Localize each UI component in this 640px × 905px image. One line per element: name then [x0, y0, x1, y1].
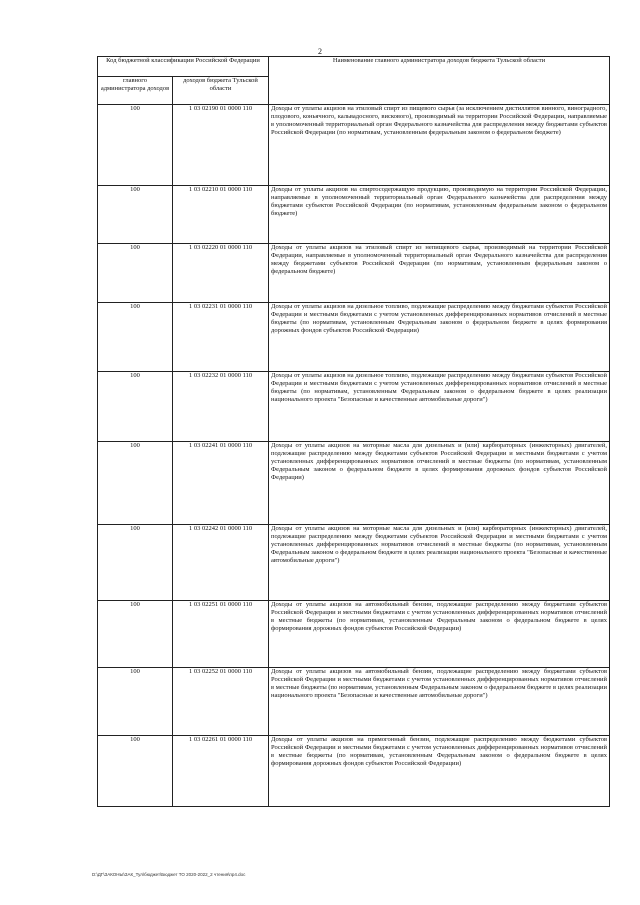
table-row: [98, 442, 610, 525]
table-row: [98, 186, 610, 244]
budget-classification-table: [97, 56, 610, 807]
income-description-cell: Доходы от уплаты акцизов на автомобильный бензин, подлежащие распределению между бюджетами субъектов Российской Федерации и местными бюджетами с учетом установленных дифференцированных нормативов отчислений в местные бюджеты (по нормативам, установленным Федеральным законом о федеральном бюджете в целях реализации национального проекта "Безопасные и качественные автомобильные дороги"): [269, 668, 610, 736]
table-row: [98, 303, 610, 372]
income-description-cell: Доходы от уплаты акцизов на моторные масла для дизельных и (или) карбюраторных (инжекторных) двигателей, подлежащие распределению между бюджетами субъектов Российской Федерации и местными бюджетами с учетом установленных дифференцированных нормативов отчислений в местные бюджеты (по нормативам, установленным Федеральным законом о федеральном бюджете в целях реализации национального проекта "Безопасные и качественные автомобильные дороги"): [269, 525, 610, 601]
income-description-cell: Доходы от уплаты акцизов на дизельное топливо, подлежащие распределению между бюджетами субъектов Российской Федерации и местными бюджетами с учетом установленных дифференцированных нормативов отчислений в местные бюджеты (по нормативам, установленным Федеральным законом о федеральном бюджете в целях формирования дорожных фондов субъектов Российской Федерации): [269, 303, 610, 372]
income-code-cell: 1 03 02252 01 0000 110: [173, 668, 269, 736]
admin-code-cell: 100: [98, 186, 173, 244]
header-administrator-name: Наименование главного администратора доходов бюджета Тульской области: [269, 57, 610, 105]
header-classification-code: Код бюджетной классификации Российской Федерации: [98, 57, 269, 77]
admin-code-cell: 100: [98, 736, 173, 807]
table-row: [98, 244, 610, 303]
income-code-cell: 1 03 02242 01 0000 110: [173, 525, 269, 601]
admin-code-cell: 100: [98, 244, 173, 303]
income-code-cell: 1 03 02190 01 0000 110: [173, 105, 269, 186]
admin-code-cell: 100: [98, 372, 173, 442]
income-description-cell: Доходы от уплаты акцизов на моторные масла для дизельных и (или) карбюраторных (инжекторных) двигателей, подлежащие распределению между бюджетами субъектов Российской Федерации и местными бюджетами с учетом установленных дифференцированных нормативов отчислений в местные бюджеты (по нормативам, установленным Федеральным законом о федеральном бюджете в целях формирования дорожных фондов субъектов Российской Федерации): [269, 442, 610, 525]
table-row: [98, 668, 610, 736]
page-number: 2: [318, 47, 322, 56]
income-code-cell: 1 03 02241 01 0000 110: [173, 442, 269, 525]
table-row: [98, 525, 610, 601]
income-code-cell: 1 03 02232 01 0000 110: [173, 372, 269, 442]
table-row: [98, 601, 610, 668]
income-code-cell: 1 03 02220 01 0000 110: [173, 244, 269, 303]
income-code-cell: 1 03 02210 01 0000 110: [173, 186, 269, 244]
income-code-cell: 1 03 02231 01 0000 110: [173, 303, 269, 372]
income-code-cell: 1 03 02261 01 0000 110: [173, 736, 269, 807]
header-budget-income: доходов бюджета Тульской области: [173, 77, 269, 105]
income-description-cell: Доходы от уплаты акцизов на спиртосодержащую продукцию, производимую на территории Российской Федерации, направляемые в уполномоченный территориальный орган Федерального казначейства для распределения между бюджетами субъектов Российской Федерации (по нормативам, установленным федеральным законом о федеральном бюджете): [269, 186, 610, 244]
admin-code-cell: 100: [98, 303, 173, 372]
income-description-cell: Доходы от уплаты акцизов на дизельное топливо, подлежащие распределению между бюджетами субъектов Российской Федерации и местными бюджетами с учетом установленных дифференцированных нормативов отчислений в местные бюджеты (по нормативам, установленным Федеральным законом о федеральном бюджете в целях реализации национального проекта "Безопасные и качественные автомобильные дороги"): [269, 372, 610, 442]
admin-code-cell: 100: [98, 105, 173, 186]
income-code-cell: 1 03 02251 01 0000 110: [173, 601, 269, 668]
admin-code-cell: 100: [98, 601, 173, 668]
footer-file-path: D:\ДГ\ЗАКОНЫ\ЗАК_Тул\бюджет\Бюджет ТО 2020-2022_2 чтения\пр4.doc: [92, 872, 246, 877]
admin-code-cell: 100: [98, 442, 173, 525]
header-chief-administrator: главного администратора доходов: [98, 77, 173, 105]
income-description-cell: Доходы от уплаты акцизов на этиловый спирт из непищевого сырья, производимый на территории Российской Федерации, направляемые в уполномоченный территориальный орган Федерального казначейства для распределения между бюджетами субъектов Российской Федерации (по нормативам, установленным федеральным законом о федеральном бюджете): [269, 244, 610, 303]
admin-code-cell: 100: [98, 668, 173, 736]
income-description-cell: Доходы от уплаты акцизов на этиловый спирт из пищевого сырья (за исключением дистиллятов винного, виноградного, плодового, коньячного, кальвадосного, вискового), производимый на территории Российской Федерации, направляемые в уполномоченный территориальный орган Федерального казначейства для распределения между бюджетами субъектов Российской Федерации (по нормативам, установленным федеральным законом о федеральном бюджете): [269, 105, 610, 186]
table-row: [98, 105, 610, 186]
table-row: [98, 372, 610, 442]
income-description-cell: Доходы от уплаты акцизов на автомобильный бензин, подлежащие распределению между бюджетами субъектов Российской Федерации и местными бюджетами с учетом установленных дифференцированных нормативов отчислений в местные бюджеты (по нормативам, установленным Федеральным законом о федеральном бюджете в целях формирования дорожных фондов субъектов Российской Федерации): [269, 601, 610, 668]
admin-code-cell: 100: [98, 525, 173, 601]
table-row: [98, 736, 610, 807]
income-description-cell: Доходы от уплаты акцизов на прямогонный бензин, подлежащие распределению между бюджетами субъектов Российской Федерации и местными бюджетами с учетом установленных дифференцированных нормативов отчислений в местные бюджеты (по нормативам, установленным Федеральным законом о федеральном бюджете в целях формирования дорожных фондов субъектов Российской Федерации): [269, 736, 610, 807]
